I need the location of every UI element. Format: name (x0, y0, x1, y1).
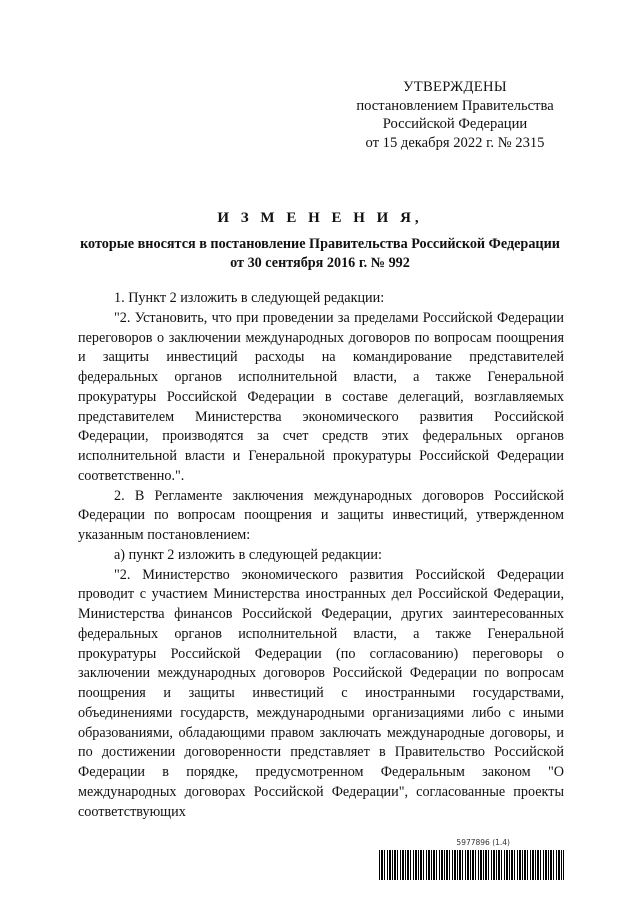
barcode-icon (379, 850, 564, 880)
approval-line-2: Российской Федерации (382, 116, 528, 132)
approval-line-3: от 15 декабря 2022 г. № 2315 (365, 134, 545, 151)
approval-line-1: постановлением Правительства (356, 97, 554, 114)
approval-title: УТВЕРЖДЕНЫ (403, 79, 507, 95)
heading-subtitle: которые вносятся в постановление Правительства Российской Федерации от 30 сентября 2016 г. № 992 (80, 236, 560, 271)
paragraph-4: а) пункт 2 изложить в следующей редакции: (114, 546, 382, 563)
paragraph-5: "2. Министерство экономического развития Российской Федерации проводит с участием Министерства иностранных дел Российской Федерации, Министерства финансов Российской Федерации, других заинтересованных федеральных органов исполнительной власти, а также Генеральной прокуратуры Российской Федерации (по согласованию) переговоры о заключении международных договоров Российской Федерации по вопросам поощрения и защиты инвестиций с иностранными государствами, объединениями государств, международными организациями либо с иными образованиями, обладающими правом заключать международные договоры, и по достижении договоренности представляет в Правительство Российской Федерации в порядке, предусмотренном Федеральным законом "О международных договорах Российской Федерации", согласованные проекты соответствующих (78, 566, 564, 820)
paragraph-1: 1. Пункт 2 изложить в следующей редакции: (114, 290, 385, 306)
barcode-number: 5977896 (1.4) (456, 838, 510, 847)
approval-stamp (350, 78, 560, 152)
document-body (78, 289, 564, 822)
paragraph-2: "2. Установить, что при проведении за пределами Российской Федерации переговоров о заключении международных договоров по вопросам поощрения и защиты инвестиций расходы на командирование представителей федеральных органов исполнительной власти, а также Генеральной прокуратуры Российской Федерации в составе делегаций, возглавляемых представителем Министерства экономического развития Российской Федерации, производятся за счет средств этих федеральных органов исполнительной власти и Генеральной прокуратуры Российской Федерации соответственно.". (78, 309, 564, 484)
document-heading (80, 208, 560, 272)
heading-title: И З М Е Н Е Н И Я, (217, 210, 423, 226)
barcode-block (379, 838, 564, 882)
paragraph-3: 2. В Регламенте заключения международных договоров Российской Федерации по вопросам поощрения и защиты инвестиций, утвержденном указанным постановлением: (78, 487, 564, 543)
